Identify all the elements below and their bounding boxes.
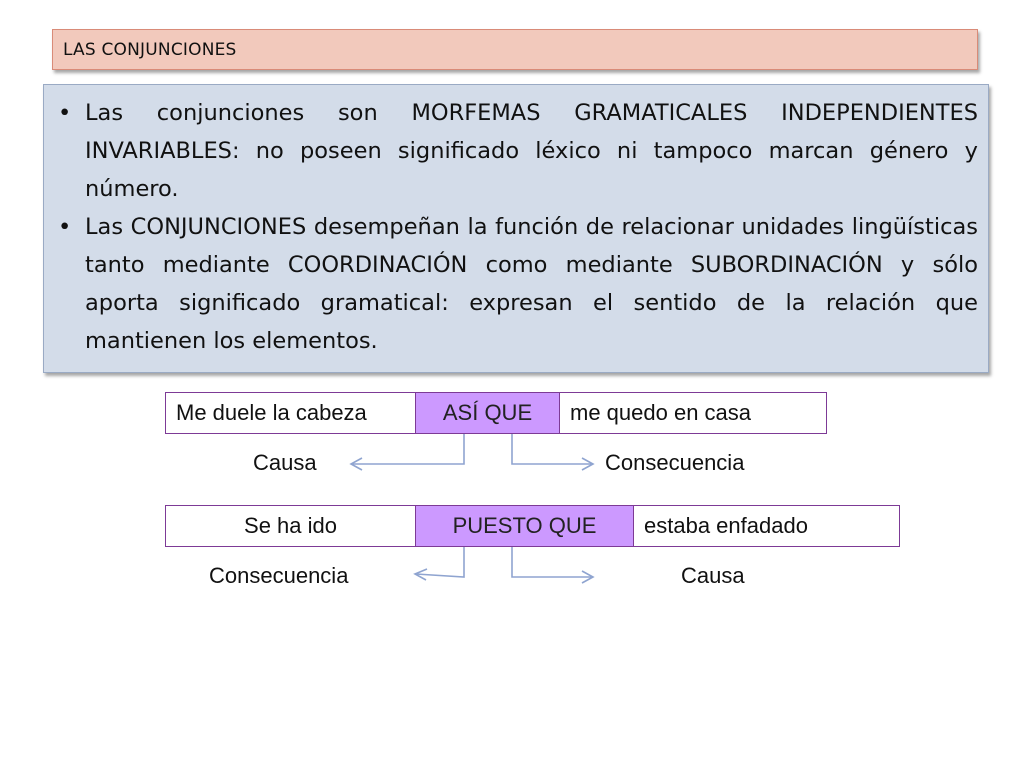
example-2-right-box: estaba enfadado xyxy=(633,505,900,547)
example-1-right-box: me quedo en casa xyxy=(559,392,827,434)
bullet-text: Las CONJUNCIONES desempeñan la función de relacionar unidades lingüísticas tanto mediante COORDINACIÓN como mediante SUBORDINACIÓN y sólo aporta significado gramatical: expresan el sentido de la relación que mantienen los elementos. xyxy=(85,214,978,354)
bullet-dot-icon: • xyxy=(58,214,72,240)
example-1-right-label: Consecuencia xyxy=(605,450,745,475)
arrow-left-icon xyxy=(352,434,464,464)
arrow-left-icon xyxy=(416,547,464,577)
example-2-right-label: Causa xyxy=(681,563,745,588)
example-2-conjunction-box: PUESTO QUE xyxy=(415,505,634,547)
bullet-text: Las conjunciones son MORFEMAS GRAMATICALES INDEPENDIENTES INVARIABLES: no poseen significado léxico ni tampoco marcan género y número. xyxy=(85,100,978,202)
example-2-left-label: Consecuencia xyxy=(209,563,349,588)
arrow-right-icon xyxy=(512,434,592,464)
slide-title: LAS CONJUNCIONES xyxy=(63,40,237,60)
example-2-left-box: Se ha ido xyxy=(165,505,416,547)
example-1-left-box: Me duele la cabeza xyxy=(165,392,416,434)
example-1-conjunction-box: ASÍ QUE xyxy=(415,392,560,434)
bullet-dot-icon: • xyxy=(58,100,72,126)
arrow-right-icon xyxy=(512,547,592,577)
example-1-left-label: Causa xyxy=(253,450,317,475)
